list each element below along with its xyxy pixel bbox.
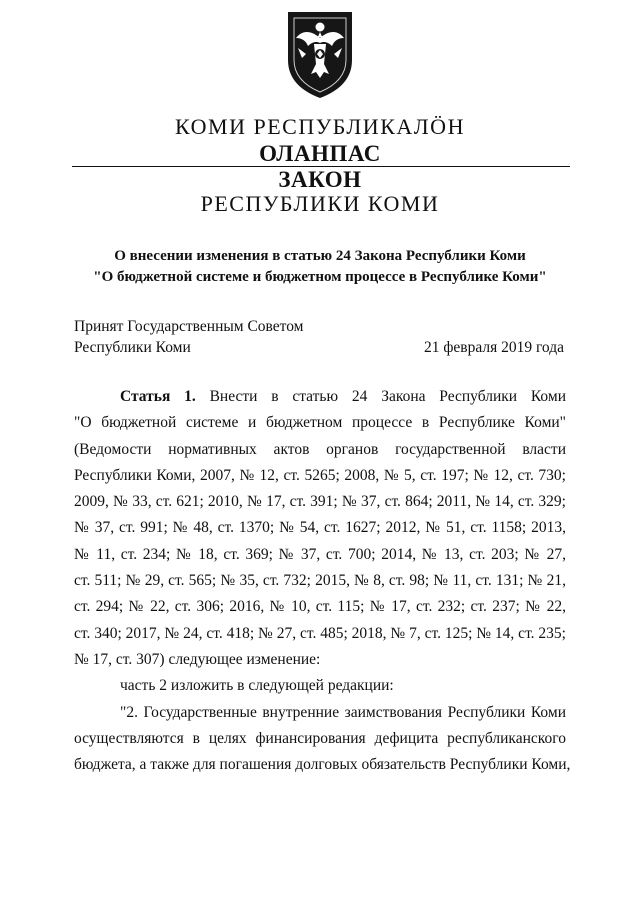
komi-language-header: КОМИ РЕСПУБЛИКАЛӦН <box>175 114 465 139</box>
article-line: № 17, ст. 307) следующее изменение: <box>74 650 321 668</box>
article-body <box>74 384 571 778</box>
article-line: № 37, ст. 991; № 48, ст. 1370; № 54, ст. 1627; 2012, № 51, ст. 1158; 2013, <box>74 519 566 537</box>
article-line: "О бюджетной системе и бюджетном процессе в Республике Коми" <box>74 414 566 432</box>
article-line: Республики Коми, 2007, № 12, ст. 5265; 2008, № 5, ст. 197; № 12, ст. 730; <box>74 466 566 484</box>
article-line: ст. 294; № 22, ст. 306; 2016, № 10, ст. 115; № 17, ст. 232; ст. 237; № 22, <box>74 598 566 616</box>
article-line: № 11, ст. 234; № 18, ст. 369; № 37, ст. 700; 2014, № 13, ст. 203; № 27, <box>74 545 566 563</box>
article-line: 2009, № 33, ст. 621; 2010, № 17, ст. 391; № 37, ст. 864; 2011, № 14, ст. 329; <box>74 493 566 511</box>
law-title-line-1: О внесении изменения в статью 24 Закона Республики Коми <box>114 248 526 264</box>
article-line-text: Внести в статью 24 Закона Республики Коми <box>195 388 566 405</box>
article-line <box>74 384 566 410</box>
adoption-date: 21 февраля 2019 года <box>423 339 564 356</box>
komi-coat-of-arms-emblem <box>284 8 356 100</box>
olanpas-heading: ОЛАНПАС <box>259 141 381 166</box>
article-line: (Ведомости нормативных актов органов государственной власти <box>74 440 566 458</box>
republic-heading: РЕСПУБЛИКИ КОМИ <box>200 191 440 216</box>
quote-line: "2. Государственные внутренние заимствования Республики Коми <box>120 703 566 721</box>
accepted-by <box>74 316 304 358</box>
accepted-by-line-2: Республики Коми <box>74 339 191 356</box>
part-instruction: часть 2 изложить в следующей редакции: <box>120 677 394 695</box>
article-line: ст. 511; № 29, ст. 565; № 35, ст. 732; 2015, № 8, ст. 98; № 11, ст. 131; № 21, <box>74 572 566 590</box>
accepted-by-line-1: Принят Государственным Советом <box>74 318 304 335</box>
law-title <box>0 246 640 288</box>
article-line: ст. 340; 2017, № 24, ст. 418; № 27, ст. 485; 2018, № 7, ст. 125; № 14, ст. 235; <box>74 624 566 642</box>
law-title-line-2: "О бюджетной системе и бюджетном процессе в Республике Коми" <box>93 269 547 285</box>
zakon-heading: ЗАКОН <box>278 167 362 192</box>
quote-line: бюджета, а также для погашения долговых обязательств Республики Коми, <box>74 756 571 774</box>
article-label: Статья 1. <box>120 388 196 405</box>
quote-line: осуществляются в целях финансирования дефицита республиканского <box>74 729 566 747</box>
